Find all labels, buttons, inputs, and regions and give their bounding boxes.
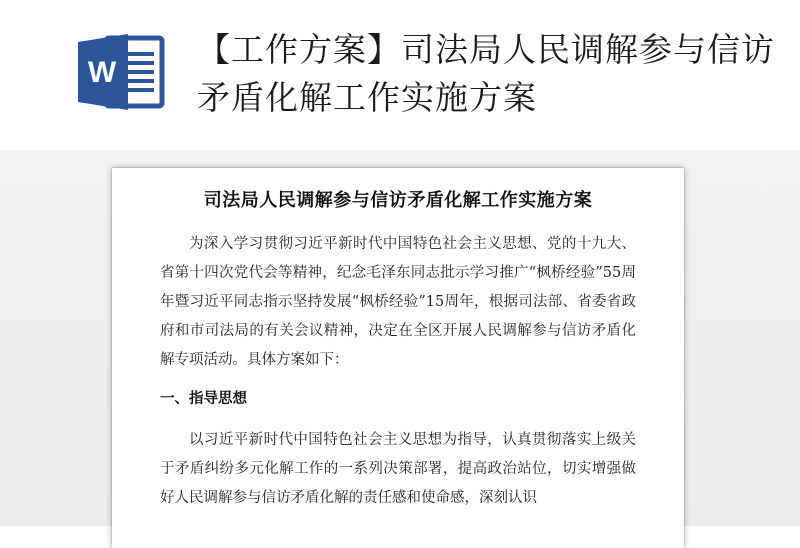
document-title: 司法局人民调解参与信访矛盾化解工作实施方案 xyxy=(203,190,593,211)
section-heading: 一、指导思想 xyxy=(160,390,247,407)
page-title: 【工作方案】司法局人民调解参与信访矛盾化解工作实施方案 xyxy=(197,30,775,117)
section-paragraph: 以习近平新时代中国特色社会主义思想为指导，认真贯彻落实上级关于矛盾纠纷多元化解工作的一系列决策部署，提高政治站位，切实增强做好人民调解参与信访矛盾化解的责任感和使命感，深刻认识 xyxy=(160,432,636,506)
word-icon-letter: W xyxy=(87,56,117,89)
header xyxy=(0,0,800,150)
document-page xyxy=(112,168,684,548)
intro-paragraph: 为深入学习贯彻习近平新时代中国特色社会主义思想、党的十九大、省第十四次党代会等精神，纪念毛泽东同志批示学习推广“枫桥经验”55周年暨习近平同志指示坚持发展“枫桥经验”15周年，根据司法部、省委省政府和市司法局的有关会议精神，决定在全区开展人民调解参与信访矛盾化解专项活动。具体方案如下： xyxy=(160,236,636,368)
word-document-icon xyxy=(76,32,166,112)
